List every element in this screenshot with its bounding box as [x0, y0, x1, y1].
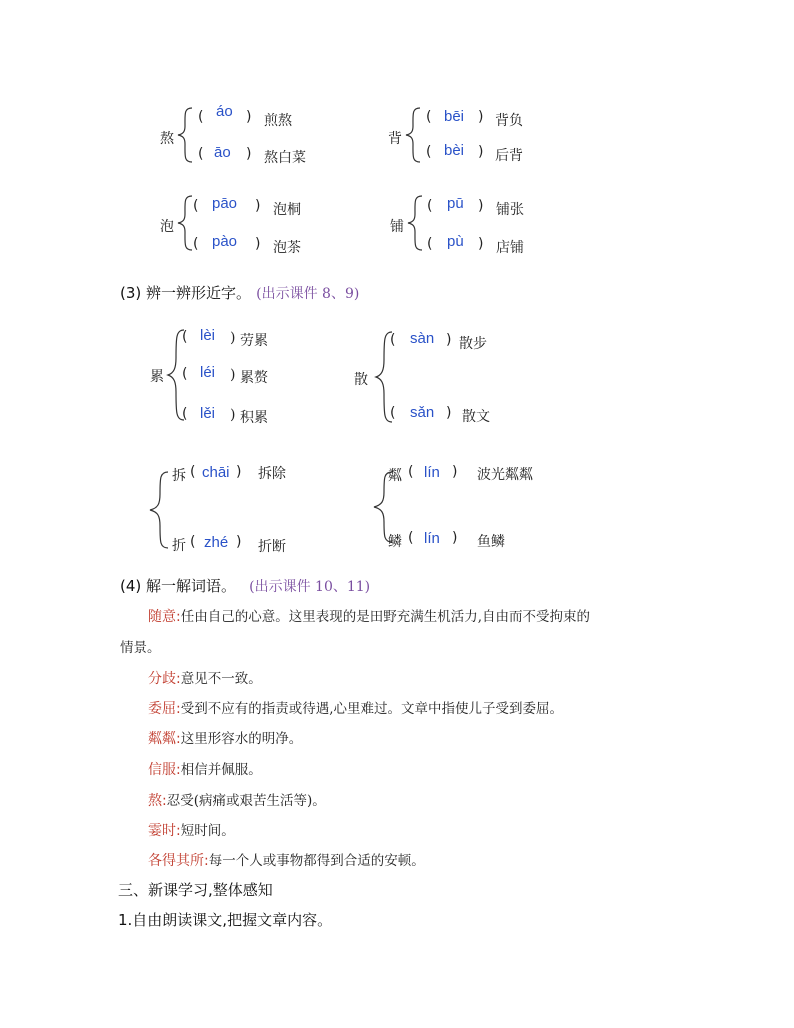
pinyin: lín — [424, 530, 440, 547]
vocab-term: 分歧: — [148, 671, 181, 687]
vocab-term: 各得其所: — [148, 853, 209, 869]
pinyin: pào — [212, 233, 238, 250]
word: 波光粼粼 — [477, 467, 533, 483]
pinyin: lěi — [200, 405, 216, 422]
brace-icon — [176, 194, 194, 252]
word: 煎熬 — [264, 113, 292, 129]
word: 熬白菜 — [264, 150, 306, 166]
section-4-heading — [120, 575, 370, 596]
brace-icon — [176, 106, 194, 164]
courseware-note: (出示课件 8、9) — [256, 286, 360, 302]
pinyin: pù — [447, 233, 464, 250]
section-title: (4) 解一解词语。 — [120, 577, 237, 595]
char: 鳞 — [388, 534, 402, 550]
pinyin: zhé — [204, 534, 229, 551]
section-title: (3) 辨一辨形近字。 — [120, 284, 252, 302]
section-3-heading — [120, 282, 359, 303]
word: 泡茶 — [273, 240, 301, 256]
vocab-item — [148, 697, 563, 718]
brace-icon — [404, 106, 422, 164]
word: 后背 — [495, 148, 523, 164]
vocab-definition: 任由自己的心意。这里表现的是田野充满生机活力,自由而不受拘束的 — [180, 609, 591, 625]
pinyin: lèi — [200, 327, 216, 344]
pinyin: sǎn — [410, 404, 435, 421]
vocab-definition: 忍受(病痛或艰苦生活等)。 — [166, 793, 326, 809]
section-three-heading: 三、新课学习,整体感知 — [118, 881, 273, 899]
vocab-term: 委屈: — [148, 701, 181, 717]
instruction-item-1: 1.自由朗读课文,把握文章内容。 — [118, 911, 333, 929]
pinyin: chāi — [202, 464, 230, 481]
group-char: 散 — [354, 372, 368, 388]
word: 散步 — [459, 336, 487, 352]
char: 折 — [172, 538, 186, 554]
char: 粼 — [388, 468, 402, 484]
vocab-definition: 情景。 — [120, 640, 161, 656]
pinyin: pū — [447, 195, 464, 212]
vocab-item — [148, 789, 326, 810]
pinyin: lín — [424, 464, 440, 481]
word: 折断 — [258, 539, 286, 555]
vocab-term: 信服: — [148, 762, 181, 778]
group-char: 铺 — [390, 219, 404, 235]
vocab-item — [148, 605, 590, 626]
brace-icon — [148, 468, 170, 552]
vocab-item-continued — [120, 636, 161, 656]
word: 积累 — [240, 410, 268, 426]
pinyin: bēi — [444, 108, 465, 125]
word: 背负 — [495, 113, 523, 129]
word: 拆除 — [258, 466, 286, 482]
group-char: 泡 — [160, 219, 174, 235]
vocab-definition: 短时间。 — [180, 823, 235, 839]
vocab-definition: 意见不一致。 — [180, 671, 262, 687]
vocab-item — [148, 758, 262, 779]
group-char: 背 — [388, 131, 402, 147]
word: 累赘 — [240, 370, 268, 386]
vocab-item — [148, 667, 262, 688]
vocab-term: 粼粼: — [148, 731, 181, 747]
word: 劳累 — [240, 333, 268, 349]
pinyin: sàn — [410, 330, 435, 347]
vocab-definition: 受到不应有的指责或待遇,心里难过。文章中指使儿子受到委屈。 — [180, 701, 564, 717]
char: 拆 — [172, 468, 186, 484]
vocab-term: 熬: — [148, 793, 167, 809]
vocab-definition: 这里形容水的明净。 — [180, 731, 303, 747]
pinyin: āo — [214, 144, 231, 161]
word: 店铺 — [496, 240, 524, 256]
vocab-term: 随意: — [148, 609, 181, 625]
group-char: 熬 — [160, 131, 174, 147]
brace-icon — [406, 194, 424, 252]
vocab-definition: 相信并佩服。 — [180, 762, 262, 778]
pinyin: bèi — [444, 142, 465, 159]
word: 铺张 — [496, 202, 524, 218]
vocab-term: 霎时: — [148, 823, 181, 839]
group-char: 累 — [150, 369, 164, 385]
pinyin: léi — [200, 364, 216, 381]
vocab-item — [148, 727, 302, 748]
pinyin: pāo — [212, 195, 238, 212]
word: 泡桐 — [273, 202, 301, 218]
courseware-note: (出示课件 10、11) — [249, 579, 371, 595]
word: 鱼鳞 — [477, 534, 505, 550]
vocab-item — [148, 819, 235, 840]
word: 散文 — [462, 409, 490, 425]
pinyin: áo — [216, 103, 233, 120]
vocab-definition: 每一个人或事物都得到合适的安顿。 — [208, 853, 425, 869]
vocab-item — [148, 849, 425, 870]
